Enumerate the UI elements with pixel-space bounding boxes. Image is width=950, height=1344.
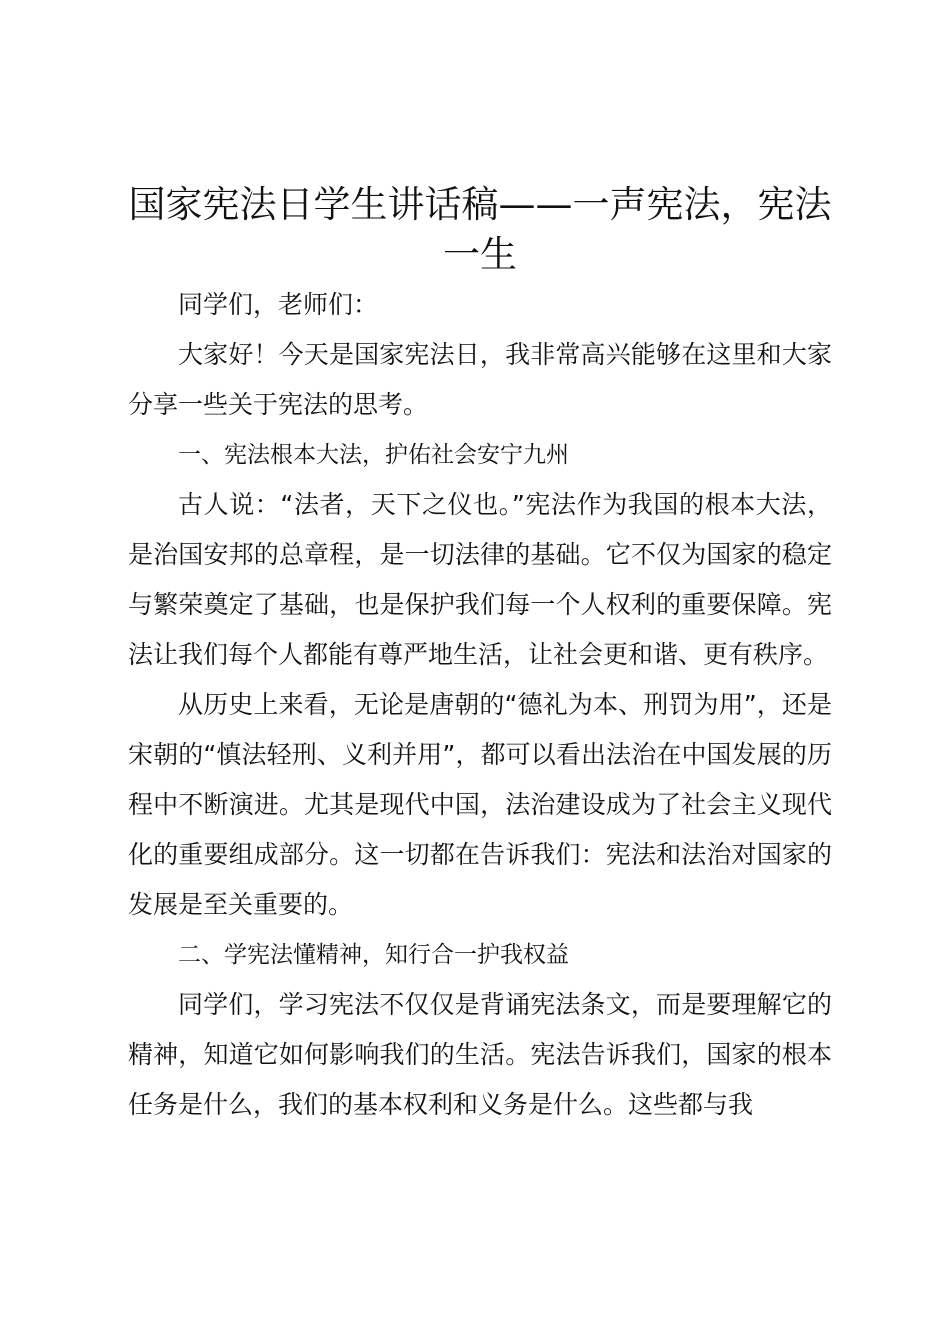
section-heading-1: 一、宪法根本大法，护佑社会安宁九州 [178, 442, 569, 468]
document-body [128, 280, 832, 1130]
body-paragraph-3: 同学们，学习宪法不仅仅是背诵宪法条文，而是要理解它的精神，知道它如何影响我们的生活。宪法告诉我们，国家的根本任务是什么，我们的基本权利和义务是什么。这些都与我 [128, 990, 832, 1119]
body-paragraph-2: 从历史上来看，无论是唐朝的“德礼为本、刑罚为用”，还是宋朝的“慎法轻刑、义利并用”，都可以看出法治在中国发展的历程中不断演进。尤其是现代中国，法治建设成为了社会主义现代化的重要组成部分。这一切都在告诉我们：宪法和法治对国家的发展是至关重要的。 [128, 690, 832, 919]
greeting-paragraph: 大家好！今天是国家宪法日，我非常高兴能够在这里和大家分享一些关于宪法的思考。 [128, 340, 832, 419]
salutation-paragraph: 同学们，老师们： [178, 290, 379, 319]
section-heading-2: 二、学宪法懂精神，知行合一护我权益 [178, 942, 569, 968]
document-title: 国家宪法日学生讲话稿——一声宪法，宪法一生 [128, 183, 832, 276]
body-paragraph-1: 古人说：“法者，天下之仪也。”宪法作为我国的根本大法，是治国安邦的总章程，是一切法律的基础。它不仅为国家的稳定与繁荣奠定了基础，也是保护我们每一个人权利的重要保障。宪法让我们每个人都能有尊严地生活，让社会更和谐、更有秩序。 [128, 490, 832, 669]
